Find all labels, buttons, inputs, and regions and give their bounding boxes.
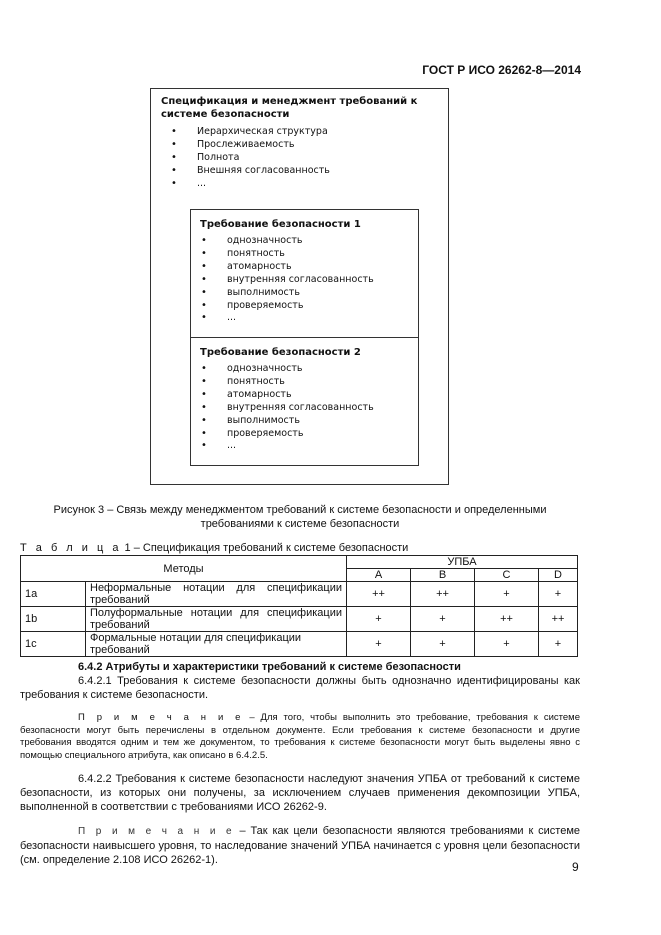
- requirement-list: [191, 235, 418, 325]
- col-header: A: [347, 569, 411, 582]
- cell: +: [539, 632, 578, 657]
- outer-list: [161, 126, 330, 191]
- table-row: [21, 582, 578, 607]
- cell: ++: [347, 582, 411, 607]
- table-header-row: [21, 556, 578, 569]
- list-item: • понятность: [191, 376, 418, 389]
- note-text: – Так как цели безопасности являются требованиями к системе безопасности наивысшего уровня, то наследование значений УПБА начинается с уровня цели безопасности (см. определение 2.108 ИСО 26262-1).: [20, 825, 580, 866]
- list-item: • проверяемость: [191, 428, 418, 441]
- table-caption: [20, 542, 408, 554]
- row-method: Формальные нотации для спецификации требований: [86, 632, 347, 657]
- list-item: • однозначность: [191, 235, 418, 248]
- cell: +: [347, 632, 411, 657]
- list-item: • выполнимость: [191, 287, 418, 300]
- list-item: • ...: [191, 312, 418, 325]
- list-item: • внутренняя согласованность: [191, 274, 418, 287]
- figure-outer-title: Спецификация и менеджмент требований к системе безопасности: [161, 96, 418, 120]
- paragraph-6-4-2-1: 6.4.2.1 Требования к системе безопасности должны быть однозначно идентифицированы как требования к системе безопасности.: [20, 675, 580, 701]
- requirement-box-2: [190, 337, 419, 466]
- cell: +: [347, 607, 411, 632]
- asil-header: УПБА: [347, 556, 578, 569]
- list-item: • понятность: [191, 248, 418, 261]
- cell: +: [411, 607, 475, 632]
- note-text: – Для того, чтобы выполнить это требование, требования к системе безопасности могут быть перечислены в отдельном документе. Если требования к системе безопасности и другие требования вводятся одним и тем же документом, то требования к системе безопасности могут быть выделены явно с помощью специального атрибута, как описано в 6.4.2.5.: [20, 712, 580, 761]
- document-header: ГОСТ Р ИСО 26262-8—2014: [422, 63, 581, 77]
- list-item: • выполнимость: [191, 415, 418, 428]
- section-heading: 6.4.2 Атрибуты и характеристики требований к системе безопасности: [78, 661, 461, 673]
- list-item: • атомарность: [191, 261, 418, 274]
- spec-table: [20, 555, 578, 657]
- list-item: • атомарность: [191, 389, 418, 402]
- list-item: • Внешняя согласованность: [161, 165, 330, 178]
- note-1: [20, 712, 580, 762]
- list-item: • однозначность: [191, 363, 418, 376]
- list-item: • проверяемость: [191, 300, 418, 313]
- requirement-box-1: [190, 209, 419, 338]
- list-item: • Полнота: [161, 152, 330, 165]
- table-row: [21, 607, 578, 632]
- note-label: П р и м е ч а н и е: [78, 712, 244, 723]
- list-item: • Прослеживаемость: [161, 139, 330, 152]
- figure-outer-box: [150, 88, 449, 485]
- row-method: Полуформальные нотации для спецификации требований: [86, 607, 347, 632]
- requirement-list: [191, 363, 418, 453]
- list-item: • внутренняя согласованность: [191, 402, 418, 415]
- col-header: B: [411, 569, 475, 582]
- requirement-box-title: Требование безопасности 1: [200, 219, 361, 230]
- table-row: [21, 632, 578, 657]
- cell: +: [539, 582, 578, 607]
- list-item: • ...: [161, 178, 330, 191]
- table-label: Т а б л и ц а: [20, 542, 122, 554]
- cell: ++: [475, 607, 539, 632]
- cell: +: [475, 632, 539, 657]
- row-id: 1a: [21, 582, 86, 607]
- col-header: D: [539, 569, 578, 582]
- note-2: [20, 824, 580, 867]
- table-caption-text: 1 – Спецификация требований к системе безопасности: [124, 542, 409, 554]
- cell: +: [411, 632, 475, 657]
- requirement-box-title: Требование безопасности 2: [200, 347, 361, 358]
- list-item: • ...: [191, 440, 418, 453]
- figure-caption: Рисунок 3 – Связь между менеджментом требований к системе безопасности и определенными требованиями к системе безопасности: [53, 504, 547, 530]
- row-method: Неформальные нотации для спецификации требований: [86, 582, 347, 607]
- cell: +: [475, 582, 539, 607]
- row-id: 1b: [21, 607, 86, 632]
- page-number: 9: [572, 860, 579, 874]
- cell: ++: [411, 582, 475, 607]
- section-body: [20, 660, 580, 867]
- row-id: 1c: [21, 632, 86, 657]
- methods-header: Методы: [21, 556, 347, 582]
- cell: ++: [539, 607, 578, 632]
- col-header: C: [475, 569, 539, 582]
- paragraph-6-4-2-2: 6.4.2.2 Требования к системе безопасности наследуют значения УПБА от требований к системе безопасности, из которых они получены, за исключением случаев применения декомпозиции УПБА, выполненной в соответствии с требованиями ИСО 26262-9.: [20, 773, 580, 813]
- note-label: П р и м е ч а н и е: [78, 826, 235, 837]
- list-item: • Иерархическая структура: [161, 126, 330, 139]
